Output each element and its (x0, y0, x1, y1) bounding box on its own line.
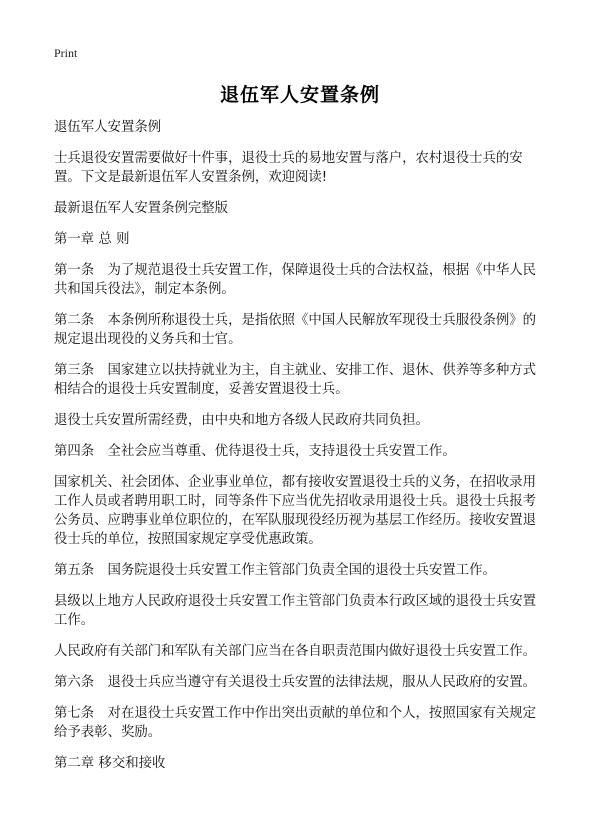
article-7: 第七条 对在退役士兵安置工作中作出突出贡献的单位和个人，按照国家有关规定给予表彰、奖励。 (54, 706, 537, 740)
article-5-departments: 人民政府有关部门和军队有关部门应当在各自职责范围内做好退役士兵安置工作。 (54, 644, 537, 659)
intro-paragraph: 士兵退役安置需要做好十件事，退役士兵的易地安置与落户，农村退役士兵的安置。下文是最新退伍军人安置条例，欢迎阅读! (54, 151, 523, 185)
article-1: 第一条 为了规范退役士兵安置工作，保障退役士兵的合法权益，根据《中华人民共和国兵役法》，制定本条例。 (54, 263, 537, 297)
subtitle-paragraph: 退伍军人安置条例 (54, 120, 162, 135)
version-heading: 最新退伍军人安置条例完整版 (54, 201, 229, 216)
article-3: 第三条 国家建立以扶持就业为主，自主就业、安排工作、退休、供养等多种方式相结合的退役士兵安置制度，妥善安置退役士兵。 (54, 363, 537, 397)
article-6: 第六条 退役士兵应当遵守有关退役士兵安置的法律法规，服从人民政府的安置。 (54, 675, 537, 690)
article-4-obligations: 国家机关、社会团体、企业事业单位，都有接收安置退役士兵的义务，在招收录用工作人员或者聘用职工时，同等条件下应当优先招收录用退役士兵。退役士兵报考公务员、应聘事业单位职位的，在军队服现役经历视为基层工作经历。接收安置退役士兵的单位，按照国家规定享受优惠政策。 (54, 475, 537, 547)
document-body (54, 118, 548, 785)
document-title: 退伍军人安置条例 (219, 84, 380, 106)
chapter-1-heading: 第一章 总 则 (54, 232, 130, 247)
article-2: 第二条 本条例所称退役士兵，是指依照《中国人民解放军现役士兵服役条例》的规定退出现役的义务兵和士官。 (54, 313, 537, 347)
article-3-funding: 退役士兵安置所需经费，由中央和地方各级人民政府共同负担。 (54, 413, 429, 428)
chapter-2-heading: 第二章 移交和接收 (54, 756, 166, 771)
print-label: Print (54, 46, 78, 60)
article-4: 第四条 全社会应当尊重、优待退役士兵，支持退役士兵安置工作。 (54, 444, 456, 459)
article-5: 第五条 国务院退役士兵安置工作主管部门负责全国的退役士兵安置工作。 (54, 563, 496, 578)
article-5-local: 县级以上地方人民政府退役士兵安置工作主管部门负责本行政区域的退役士兵安置工作。 (54, 594, 537, 628)
